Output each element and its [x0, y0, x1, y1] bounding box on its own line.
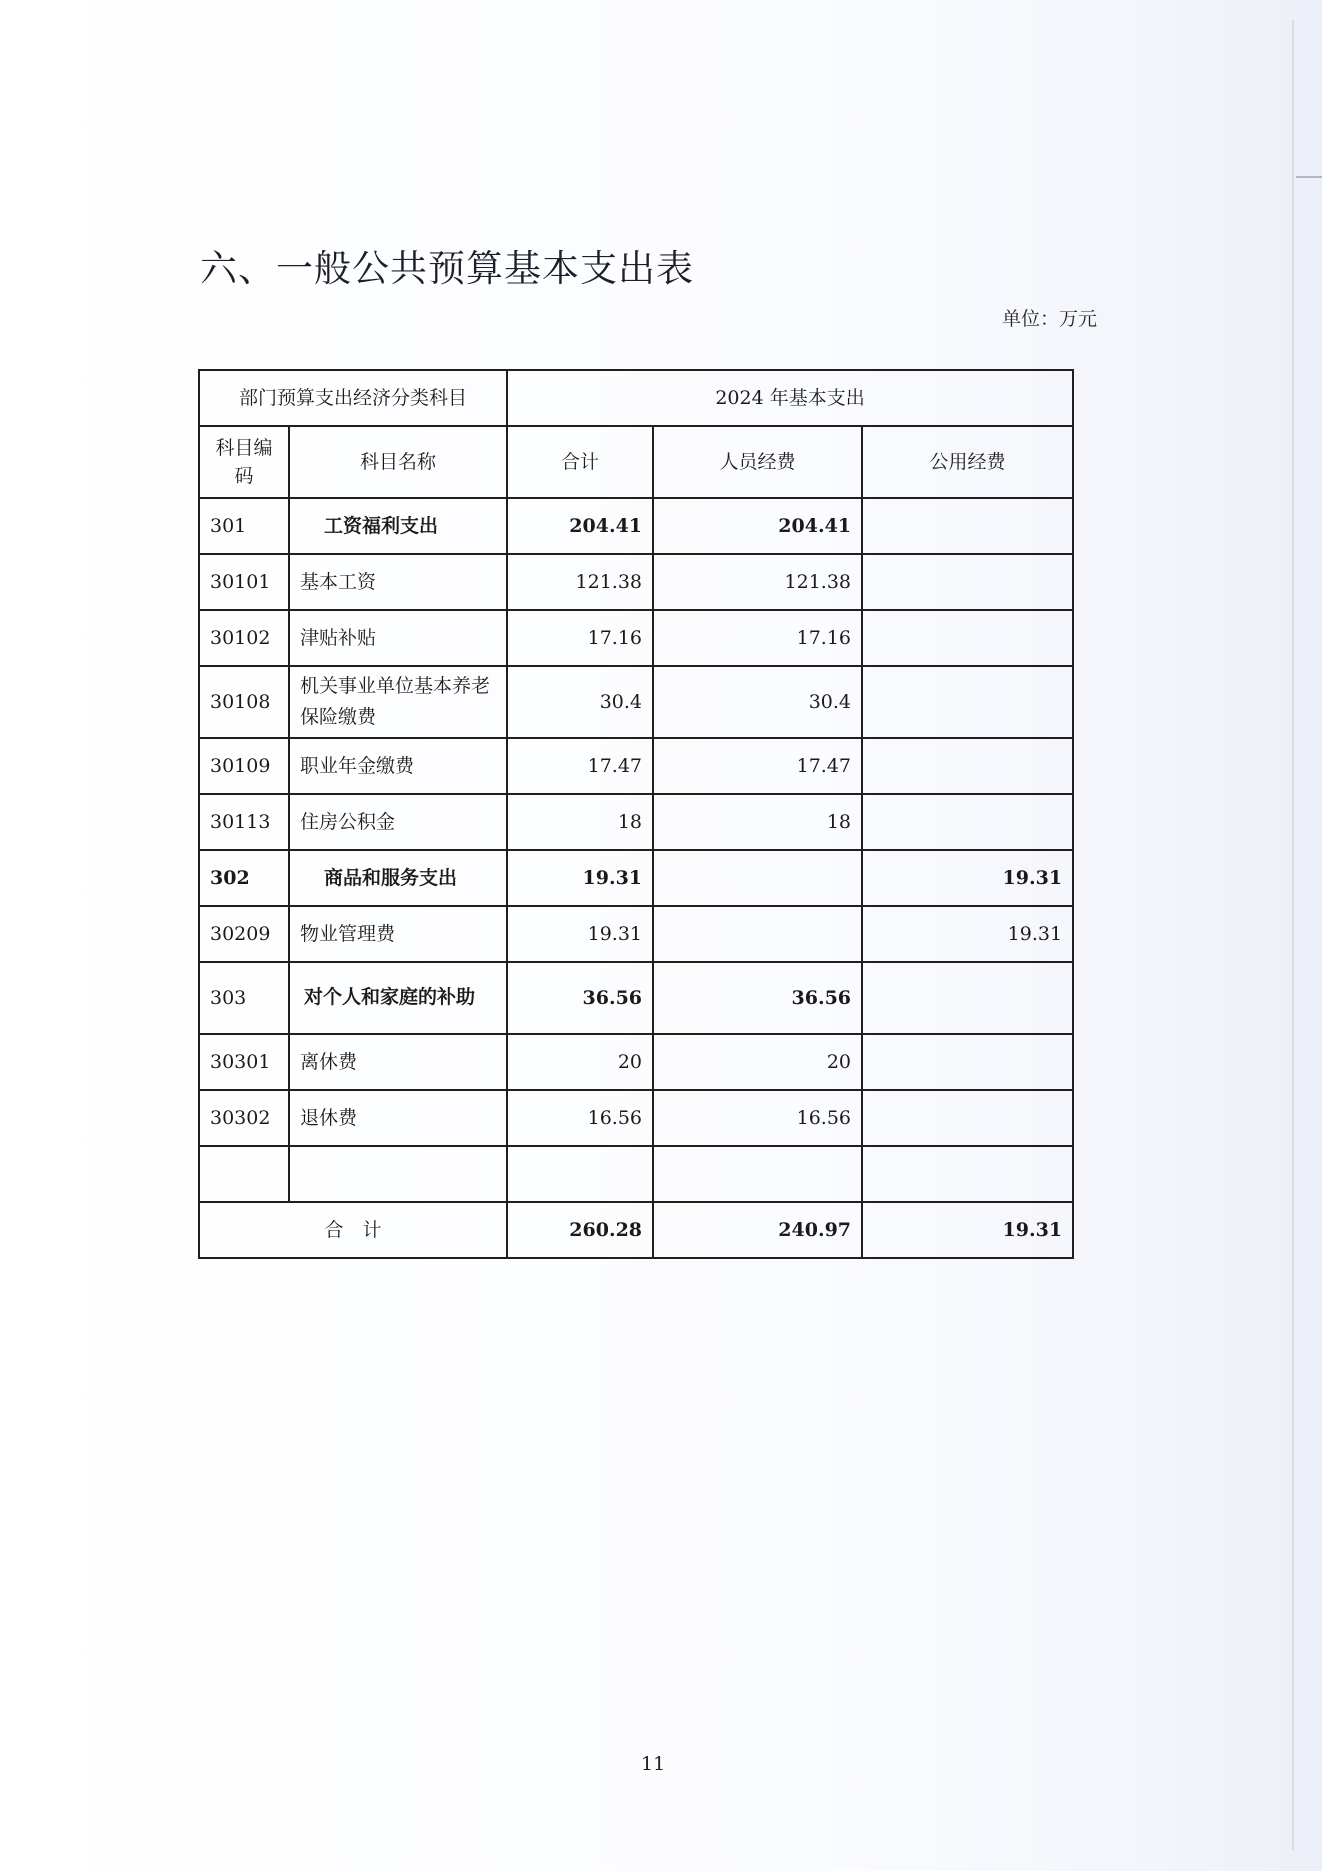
row-name: 商品和服务支出	[289, 850, 507, 906]
row-total: 17.16	[507, 610, 653, 666]
row-name: 离休费	[289, 1034, 507, 1090]
row-code: 303	[199, 962, 289, 1034]
row-personnel: 121.38	[653, 554, 862, 610]
row-name: 对个人和家庭的补助	[289, 962, 507, 1034]
row-public	[862, 962, 1073, 1034]
row-total: 20	[507, 1034, 653, 1090]
row-personnel: 18	[653, 794, 862, 850]
table-row	[199, 738, 1073, 794]
row-personnel: 16.56	[653, 1090, 862, 1146]
header-row-columns	[199, 426, 1073, 498]
row-total: 19.31	[507, 850, 653, 906]
row-personnel: 17.47	[653, 738, 862, 794]
row-public	[862, 1034, 1073, 1090]
row-personnel: 17.16	[653, 610, 862, 666]
header-year-expense: 2024 年基本支出	[507, 370, 1073, 426]
page-title: 六、一般公共预算基本支出表	[200, 247, 694, 290]
row-code: 30302	[199, 1090, 289, 1146]
row-personnel: 36.56	[653, 962, 862, 1034]
header-name: 科目名称	[289, 426, 507, 498]
row-total: 17.47	[507, 738, 653, 794]
row-name: 机关事业单位基本养老保险缴费	[289, 666, 507, 738]
row-code: 30113	[199, 794, 289, 850]
row-total: 121.38	[507, 554, 653, 610]
row-name: 津贴补贴	[289, 610, 507, 666]
header-row-group	[199, 370, 1073, 426]
table-row	[199, 610, 1073, 666]
header-personnel: 人员经费	[653, 426, 862, 498]
row-public	[862, 794, 1073, 850]
table-row	[199, 1090, 1073, 1146]
row-name: 退休费	[289, 1090, 507, 1146]
scan-tick	[1296, 176, 1322, 178]
row-total: 16.56	[507, 1090, 653, 1146]
row-public	[862, 498, 1073, 554]
row-total: 204.41	[507, 498, 653, 554]
row-total: 30.4	[507, 666, 653, 738]
table-row	[199, 666, 1073, 738]
table-row	[199, 962, 1073, 1034]
row-code: 30109	[199, 738, 289, 794]
row-public	[862, 610, 1073, 666]
row-code: 30101	[199, 554, 289, 610]
table-row	[199, 794, 1073, 850]
budget-table	[198, 369, 1074, 1259]
row-code: 30102	[199, 610, 289, 666]
row-public: 19.31	[862, 906, 1073, 962]
totals-label: 合 计	[199, 1202, 507, 1258]
scan-edge	[1292, 20, 1294, 1850]
row-name: 住房公积金	[289, 794, 507, 850]
row-public	[862, 554, 1073, 610]
row-personnel: 30.4	[653, 666, 862, 738]
totals-row	[199, 1202, 1073, 1258]
row-code: 30108	[199, 666, 289, 738]
totals-public: 19.31	[862, 1202, 1073, 1258]
row-total: 19.31	[507, 906, 653, 962]
row-code: 30301	[199, 1034, 289, 1090]
unit-label: 单位：万元	[1002, 308, 1098, 330]
empty-cell	[507, 1146, 653, 1202]
row-public	[862, 738, 1073, 794]
table-row	[199, 554, 1073, 610]
header-code: 科目编码	[199, 426, 289, 498]
row-name: 职业年金缴费	[289, 738, 507, 794]
row-name: 工资福利支出	[289, 498, 507, 554]
row-name: 基本工资	[289, 554, 507, 610]
table-row	[199, 1034, 1073, 1090]
table-row	[199, 498, 1073, 554]
row-code: 302	[199, 850, 289, 906]
row-public: 19.31	[862, 850, 1073, 906]
empty-cell	[199, 1146, 289, 1202]
row-name: 物业管理费	[289, 906, 507, 962]
row-code: 301	[199, 498, 289, 554]
row-total: 36.56	[507, 962, 653, 1034]
row-personnel: 20	[653, 1034, 862, 1090]
row-public	[862, 666, 1073, 738]
table-row	[199, 850, 1073, 906]
table-row	[199, 906, 1073, 962]
header-public: 公用经费	[862, 426, 1073, 498]
empty-cell	[862, 1146, 1073, 1202]
header-total: 合计	[507, 426, 653, 498]
row-personnel	[653, 906, 862, 962]
page-number: 11	[641, 1753, 666, 1775]
row-public	[862, 1090, 1073, 1146]
row-personnel: 204.41	[653, 498, 862, 554]
header-classification: 部门预算支出经济分类科目	[199, 370, 507, 426]
row-personnel	[653, 850, 862, 906]
table-row-empty	[199, 1146, 1073, 1202]
row-code: 30209	[199, 906, 289, 962]
totals-personnel: 240.97	[653, 1202, 862, 1258]
empty-cell	[653, 1146, 862, 1202]
empty-cell	[289, 1146, 507, 1202]
totals-total: 260.28	[507, 1202, 653, 1258]
row-total: 18	[507, 794, 653, 850]
